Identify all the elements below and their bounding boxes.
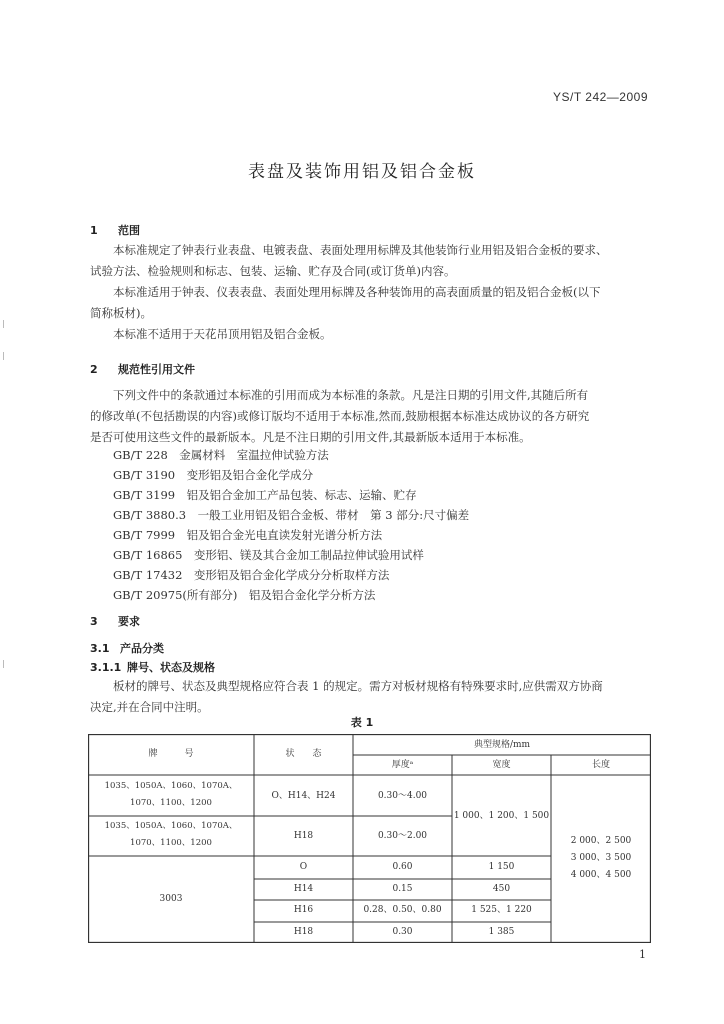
section-heading-3 (90, 613, 140, 629)
section-title: 牌号、状态及规格 (127, 661, 215, 674)
normative-line: 是否可使用这些文件的最新版本。凡是不注日期的引用文件,其最新版本适用于本标准。 (90, 430, 531, 444)
row2-grade (88, 818, 254, 852)
row4-temper: H14 (293, 884, 314, 894)
row1-grade (88, 778, 254, 812)
row4-width: 450 (492, 884, 511, 894)
subsection-heading-3-1 (90, 640, 164, 656)
row3-thickness: 0.60 (392, 862, 413, 872)
normative-line: 的修改单(不包括勘误的内容)或修订版均不适用于本标准,然而,鼓励根据本标准达成协议的各方研究 (90, 409, 590, 423)
normative-text (90, 385, 650, 448)
document-title: 表盘及装饰用铝及铝合金板 (248, 162, 476, 182)
normative-line: 下列文件中的条款通过本标准的引用而成为本标准的条款。凡是注日期的引用文件,其随后所有 (113, 388, 589, 402)
section-number: 3 (90, 615, 98, 628)
row5-thickness: 0.28、0.50、0.80 (363, 905, 442, 915)
row5-temper: H16 (293, 905, 314, 915)
scope-text (90, 240, 650, 345)
row6-width: 1 385 (488, 927, 515, 937)
row1-grade-line: 1035、1050A、1060、1070A、 (104, 781, 238, 791)
section-heading-1 (90, 222, 140, 238)
row5-width: 1 525、1 220 (471, 905, 532, 915)
scope-line: 简称板材)。 (90, 306, 152, 320)
section-number: 3.1.1 (90, 661, 122, 674)
length-line: 3 000、3 500 (570, 853, 632, 863)
requirements-text (90, 676, 650, 718)
length-values (551, 833, 651, 884)
row2-thickness: 0.30～2.00 (377, 831, 428, 841)
header-typical-spec: 典型规格/mm (473, 740, 531, 750)
row1-thickness: 0.30～4.00 (377, 791, 428, 801)
grade-3003: 3003 (159, 894, 183, 904)
row3-width: 1 150 (488, 862, 515, 872)
section-number: 2 (90, 363, 98, 376)
table-1 (88, 734, 651, 943)
reference-item: GB/T 228 金属材料 室温拉伸试验方法 (113, 448, 329, 462)
header-width: 宽度 (492, 760, 511, 770)
margin-mark (3, 660, 8, 668)
section-title: 规范性引用文件 (118, 363, 195, 376)
section-title: 范围 (118, 224, 140, 237)
margin-mark (3, 320, 8, 328)
length-line: 2 000、2 500 (570, 836, 632, 846)
row2-grade-line: 1035、1050A、1060、1070A、 (104, 821, 238, 831)
row4-thickness: 0.15 (392, 884, 413, 894)
reference-item: GB/T 3190 变形铝及铝合金化学成分 (113, 468, 314, 482)
section-heading-2 (90, 361, 195, 377)
row6-temper: H18 (293, 927, 314, 937)
row2-temper: H18 (293, 831, 314, 841)
page-number: 1 (639, 948, 646, 961)
section-number: 3.1 (90, 642, 110, 655)
requirements-line: 决定,并在合同中注明。 (90, 700, 209, 714)
standard-code: YS/T 242—2009 (552, 90, 648, 104)
reference-item: GB/T 3199 铝及铝合金加工产品包装、标志、运输、贮存 (113, 488, 417, 502)
reference-item: GB/T 20975(所有部分) 铝及铝合金化学分析方法 (113, 588, 376, 602)
scope-line: 本标准不适用于天花吊顶用铝及铝合金板。 (113, 327, 332, 341)
reference-item: GB/T 7999 铝及铝合金光电直读发射光谱分析方法 (113, 528, 383, 542)
section-title: 要求 (118, 615, 140, 628)
row1-grade-line: 1070、1100、1200 (130, 798, 212, 808)
reference-item: GB/T 17432 变形铝及铝合金化学成分分析取样方法 (113, 568, 390, 582)
row3-temper: O (299, 862, 308, 872)
section-title: 产品分类 (120, 642, 164, 655)
reference-item: GB/T 3880.3 一般工业用铝及铝合金板、带材 第 3 部分:尺寸偏差 (113, 508, 470, 522)
header-temper: 状 态 (285, 749, 322, 759)
row1-temper: O、H14、H24 (271, 791, 336, 801)
scope-line: 本标准规定了钟表行业表盘、电镀表盘、表面处理用标牌及其他装饰行业用铝及铝合金板的要求、 (113, 243, 608, 257)
header-grade: 牌 号 (148, 749, 194, 759)
subsection-heading-3-1-1 (90, 659, 215, 675)
length-line: 4 000、4 500 (570, 870, 632, 880)
table-caption: 表 1 (350, 716, 374, 729)
scope-line: 试验方法、检验规则和标志、包装、运输、贮存及合同(或订货单)内容。 (90, 264, 456, 278)
header-thickness: 厚度ᵃ (391, 760, 414, 770)
row6-thickness: 0.30 (392, 927, 413, 937)
rows1-2-width: 1 000、1 200、1 500 (453, 811, 550, 821)
scope-line: 本标准适用于钟表、仪表表盘、表面处理用标牌及各种装饰用的高表面质量的铝及铝合金板(以下 (113, 285, 601, 299)
row2-grade-line: 1070、1100、1200 (130, 838, 212, 848)
margin-mark (3, 352, 8, 360)
requirements-line: 板材的牌号、状态及典型规格应符合表 1 的规定。需方对板材规格有特殊要求时,应供需双方协商 (113, 679, 603, 693)
header-length: 长度 (591, 760, 610, 770)
section-number: 1 (90, 224, 98, 237)
reference-item: GB/T 16865 变形铝、镁及其合金加工制品拉伸试验用试样 (113, 548, 424, 562)
